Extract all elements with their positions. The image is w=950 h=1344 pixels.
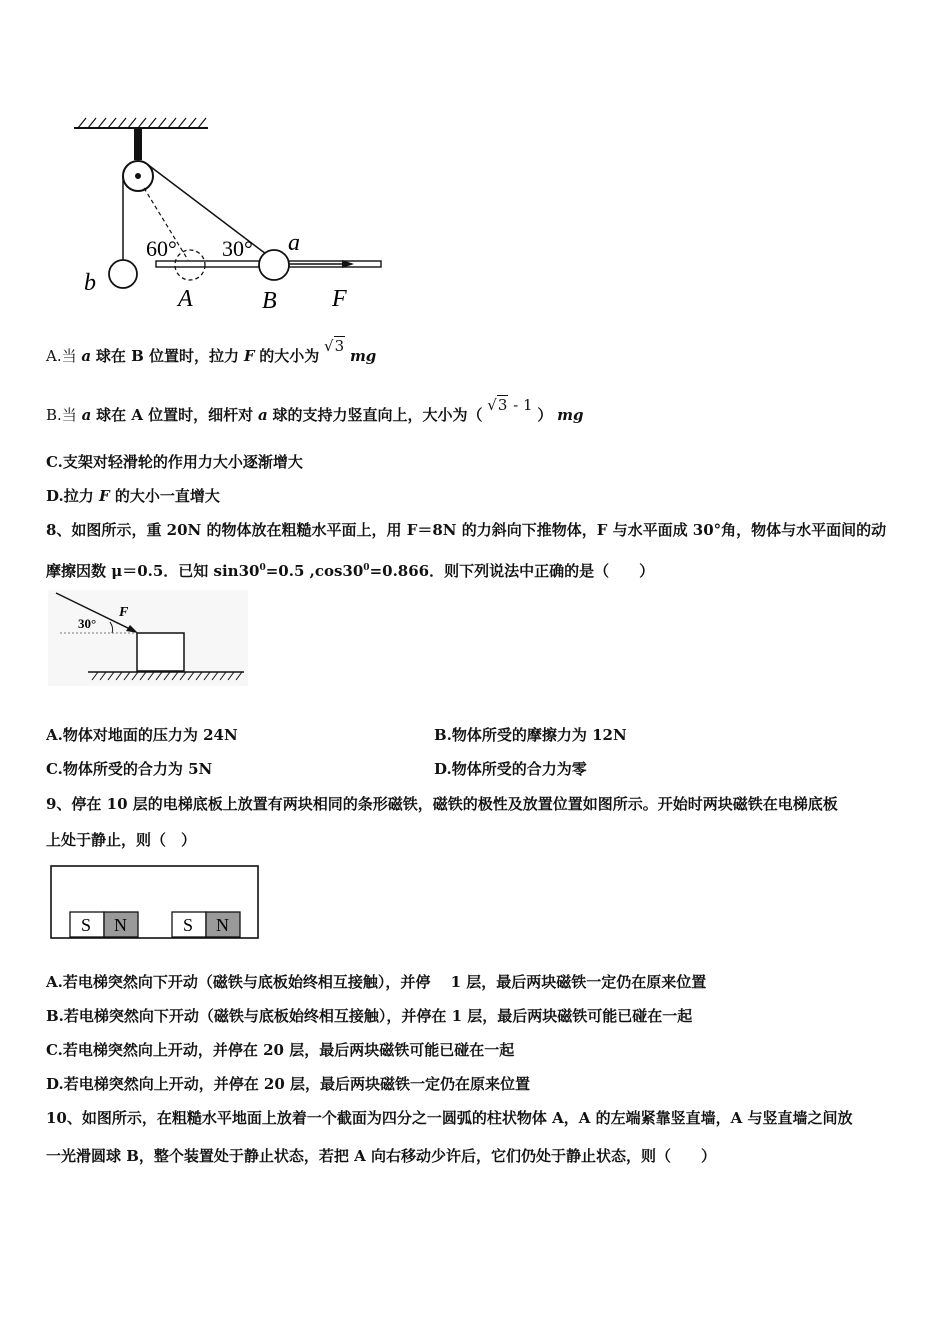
q8-stem-line1: 8、如图所示，重 20N 的物体放在粗糙水平面上，用 F＝8N 的力斜向下推物体，F 与水平面成 30°角，物体与水平面间的动 bbox=[46, 521, 887, 539]
q10-stem-line1: 10、如图所示，在粗糙水平地面上放着一个截面为四分之一圆弧的柱状物体 A，A 的左端紧靠竖直墙，A 与竖直墙之间放 bbox=[46, 1109, 853, 1127]
q8-stem-line2: 摩擦因数 μ＝0.5．已知 $\sin 30^0=0.5$ $,\cos 30^0=0.866$．则下列说法中正确的是（ ） bbox=[46, 562, 655, 580]
q7-option-a[interactable]: A.当 a 球在 B 位置时，拉力 F 的大小为 √3 mg bbox=[46, 337, 377, 365]
q8-option-c[interactable]: C.物体所受的合力为 5N bbox=[46, 760, 213, 778]
angle-30-label: 30° bbox=[222, 236, 253, 261]
q9-stem-line1: 9、停在 10 层的电梯底板上放置有两块相同的条形磁铁，磁铁的极性及放置位置如图所示。开始时两块磁铁在电梯底板 bbox=[46, 795, 838, 813]
svg-text:S: S bbox=[81, 915, 92, 935]
force-f-label: F bbox=[119, 605, 129, 620]
svg-text:N: N bbox=[216, 915, 229, 935]
q8-option-b[interactable]: B.物体所受的摩擦力为 12N bbox=[434, 726, 627, 744]
label-A: A bbox=[178, 286, 193, 312]
ball-b bbox=[109, 260, 137, 288]
block-push-diagram bbox=[48, 590, 248, 686]
q8-option-d[interactable]: D.物体所受的合力为零 bbox=[434, 760, 587, 778]
label-F: F bbox=[332, 286, 347, 312]
label-a: a bbox=[288, 230, 300, 256]
elevator-magnets-diagram bbox=[48, 863, 262, 943]
block bbox=[137, 633, 184, 671]
sqrt-3: √3 bbox=[324, 337, 345, 355]
q9-stem-line2: 上处于静止，则（ ） bbox=[46, 831, 197, 849]
q9-option-b[interactable]: B.若电梯突然向下开动（磁铁与底板始终相互接触），并停在 1 层，最后两块磁铁可能已碰在一起 bbox=[46, 1007, 693, 1025]
q7-option-d[interactable]: D.拉力 F 的大小一直增大 bbox=[46, 487, 220, 505]
angle-60-label: 60° bbox=[146, 236, 177, 261]
q9-option-c[interactable]: C.若电梯突然向上开动，并停在 20 层，最后两块磁铁可能已碰在一起 bbox=[46, 1041, 515, 1059]
q9-option-d[interactable]: D.若电梯突然向上开动，并停在 20 层，最后两块磁铁一定仍在原来位置 bbox=[46, 1075, 531, 1093]
label-b: b bbox=[84, 270, 96, 296]
q10-stem-line2: 一光滑圆球 B，整个装置处于静止状态，若把 A 向右移动少许后，它们仍处于静止状态，则（ ） bbox=[46, 1147, 716, 1165]
q9-option-a[interactable]: A.若电梯突然向下开动（磁铁与底板始终相互接触），并停 1 层，最后两块磁铁一定仍在原来位置 bbox=[46, 973, 707, 991]
svg-text:S: S bbox=[183, 915, 194, 935]
q7-option-c[interactable]: C.支架对轻滑轮的作用力大小逐渐增大 bbox=[46, 453, 303, 471]
q8-option-a[interactable]: A.物体对地面的压力为 24N bbox=[46, 726, 238, 744]
angle-30-label: 30° bbox=[78, 616, 97, 631]
svg-text:N: N bbox=[114, 915, 127, 935]
ball-a bbox=[259, 250, 289, 280]
sqrt-3-minus-1: √3 - 1 bbox=[487, 396, 533, 414]
pulley-diagram bbox=[60, 110, 400, 320]
q7-option-b[interactable]: B.当 a 球在 A 位置时，细杆对 a 球的支持力竖直向上，大小为（ √3 - 1 ） mg bbox=[46, 396, 584, 424]
label-B: B bbox=[262, 288, 277, 314]
